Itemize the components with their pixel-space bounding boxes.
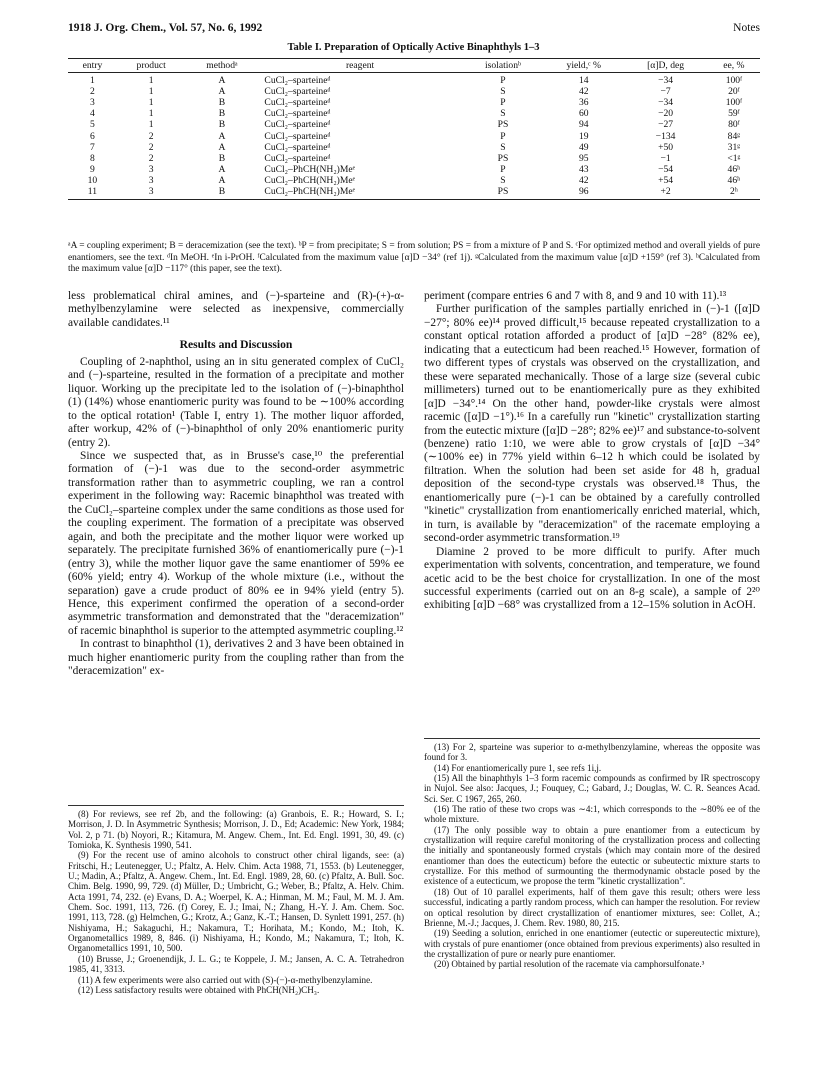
table-cell: CuCl₂–sparteineᵈ <box>264 130 331 142</box>
table-cell: A <box>218 86 226 98</box>
section-label: Notes <box>733 22 760 34</box>
table-cell: −134 <box>655 130 676 142</box>
table-cell: 1 <box>148 119 154 131</box>
table-row <box>68 153 760 164</box>
table-cell: P <box>500 75 506 87</box>
table-cell: +50 <box>658 141 674 153</box>
table-cell: 7 <box>90 141 95 153</box>
paragraph: Coupling of 2-naphthol, using an in situ generated complex of CuCl₂ and (−)-sparteine, resulted in the formation of a precipitate and mother liquor. Working up the precipitate led to the isolation of (−)-binaphthol (1) (14%) whose enantiomeric purity was found to be ∼100% according to the optical rotation¹ (Table I, entry 1). The mother liquor afforded, after workup, 42% of (−)-binaphthol of only 20% enantiomeric purity (entry 2). <box>68 355 404 449</box>
running-header <box>68 22 760 34</box>
table-cell: 11 <box>68 186 117 200</box>
table-cell: PS <box>462 186 544 200</box>
table-row <box>68 73 760 87</box>
table-cell: 96 <box>544 186 623 200</box>
table-cell: 20ᶠ <box>728 86 740 98</box>
table-cell: −1 <box>660 152 671 164</box>
table-cell: 43 <box>578 163 589 175</box>
table-cell: 1 <box>148 108 154 120</box>
table-cell: 100ᶠ <box>725 75 743 87</box>
results-table <box>68 58 760 200</box>
table-cell: B <box>185 186 258 200</box>
table-cell: 46ʰ <box>727 174 741 186</box>
reference: (17) The only possible way to obtain a pure enantiomer from a eutecticum by crystallization will require careful monitoring of the crystallization process and collecting the initially and spontaneously formed crystals (which may contain more of the desired enantiomer than does the eutecticum) before the eutectic or subeutectic mixture starts to crystallize. For this method of surmounting the thermodynamic obstacle posed by the existence of a eutecticum, we propose the term "kinetic crystallization". <box>424 824 760 887</box>
table-cell: B <box>218 97 226 109</box>
table-row <box>68 164 760 175</box>
left-column <box>68 290 404 679</box>
table-cell: 100ᶠ <box>725 97 743 109</box>
table-cell: −20 <box>658 108 674 120</box>
table-cell: CuCl₂–sparteineᵈ <box>264 86 331 98</box>
column-header: entry <box>68 59 117 73</box>
reference: (8) For reviews, see ref 2b, and the following: (a) Granbois, E. R.; Howard, S. I.; Morrison, J. D. In Asymmetric Synthesis; Morrison, J. D., Ed; Academic: New York, 1984; Vol. 2, p 71. (b) Noyori, R.; Kitamura, M. Angew. Chem., Int. Ed. Engl. 1991, 30, 49. (c) Tomioka, K. Synthesis 1990, 541. <box>68 809 404 851</box>
references-right <box>424 738 760 970</box>
table-body <box>68 73 760 200</box>
table-cell: 1 <box>148 97 154 109</box>
table-cell: 49 <box>578 141 589 153</box>
table-cell: A <box>218 75 226 87</box>
table-cell: 5 <box>90 119 95 131</box>
table-cell: CuCl₂–PhCH(NH₂)Meᵉ <box>264 174 356 186</box>
reference: (13) For 2, sparteine was superior to α-methylbenzylamine, whereas the opposite was found for 3. <box>424 742 760 763</box>
reference: (19) Seeding a solution, enriched in one enantiomer (eutectic or supereutectic mixture), with crystals of pure enantiomer (once obtained from previous experiments) also resulted in the crystallization of pure or nearly pure enantiomer. <box>424 928 760 959</box>
reference: (12) Less satisfactory results were obtained with PhCH(NH₂)CH₃. <box>78 984 320 995</box>
reference: (11) A few experiments were also carried out with (S)-(−)-α-methylbenzylamine. <box>78 974 373 985</box>
table-cell: 42 <box>578 174 589 186</box>
table-cell: 59ᶠ <box>728 108 740 120</box>
table-cell: A <box>218 174 226 186</box>
reference: (10) Brusse, J.; Groenendijk, J. L. G.; te Koppele, J. M.; Jansen, A. C. A. Tetrahedron 1985, 41, 3313. <box>68 953 404 975</box>
table-cell: CuCl₂–sparteineᵈ <box>264 119 331 131</box>
paragraph: periment (compare entries 6 and 7 with 8, and 9 and 10 with 11).¹³ <box>424 290 727 302</box>
table-row <box>68 131 760 142</box>
table-row <box>68 86 760 97</box>
table-cell: PS <box>497 119 509 131</box>
table-cell: CuCl₂–sparteineᵈ <box>264 108 331 120</box>
table-cell: P <box>500 97 506 109</box>
table-cell: CuCl₂–sparteineᵈ <box>264 97 331 109</box>
table-cell: 1 <box>148 75 154 87</box>
table-cell: −54 <box>658 163 674 175</box>
table-cell: −7 <box>660 86 671 98</box>
column-header: isolationᵇ <box>462 59 544 73</box>
table-cell: CuCl₂–PhCH(NH₂)Meᵉ <box>258 186 461 200</box>
reference: (15) All the binaphthyls 1–3 form racemic compounds as confirmed by IR spectroscopy in Nujol. See also: Jacques, J.; Fouquey, C.; Gabard, J.; Douglas, W. C. R. Seances Acad. Sci. Ser. C 1967, 265, 260. <box>424 773 760 804</box>
table-cell: 84ᵍ <box>727 130 741 142</box>
table-cell: 3 <box>117 186 186 200</box>
table-row <box>68 142 760 153</box>
table-cell: 95 <box>578 152 589 164</box>
reference: (9) For the recent use of amino alcohols to construct other chiral ligands, see: (a) Fritschi, H.; Leutenegger, U.; Pfaltz, A. Helv. Chim. Acta 1988, 71, 1553. (b) Leutenegger, U.; Madin, A.; Pfaltz, A. Angew. Chem., Int. Ed. Engl. 1989, 28, 60. (c) Pfaltz, A. Bull. Soc. Chim. Belg. 1990, 99, 729. (d) Müller, D.; Umbricht, G.; Weber, B.; Pfaltz, A. Helv. Chim. Acta 1991, 74, 232. (e) Evans, D. A.; Woerpel, K. A.; Hinman, M. M.; Faul, M. M. J. Am. Chem. Soc. 1991, 113, 726. (f) Corey, E. J.; Imai, N.; Zhang, H.-Y. J. Am. Chem. Soc. 1991, 113, 728. (g) Helmchen, G.; Krotz, A.; Ganz, K.-T.; Hansen, D. Synlett 1991, 257. (h) Nishiyama, H.; Sakaguchi, H.; Nakamura, T.; Horihata, M.; Kondo, M.; Itoh, K. Organometallics 1989, 8, 846. (i) Nishiyama, H.; Kondo, M.; Nakamura, T.; Itoh, K. Organometallics 1991, 10, 500. <box>68 850 404 954</box>
table-cell: 31ᵍ <box>727 141 741 153</box>
table-row <box>68 175 760 186</box>
table-cell: −34 <box>658 75 674 87</box>
table-cell: B <box>218 108 226 120</box>
table-footnotes: ᵃA = coupling experiment; B = deracemization (see the text). ᵇP = from precipitate; S = from solution; PS = from a mixture of P and S. ᶜFor optimized method and overall yields of pure enantiomers, see the text. ᵈIn MeOH. ᵉIn i-PrOH. ᶠCalculated from the maximum value [α]D −34° (ref 1j). ᵍCalculated from the maximum value [α]D +159° (ref 3). ʰCalculated from the maximum value [α]D −117° (this paper, see the text). <box>68 241 760 275</box>
table-cell: 2 <box>148 141 154 153</box>
column-header: methodᵃ <box>185 59 258 73</box>
table-cell: +2 <box>623 186 707 200</box>
journal-citation: 1918 J. Org. Chem., Vol. 57, No. 6, 1992 <box>68 22 263 34</box>
reference: (18) Out of 10 parallel experiments, half of them gave this result; others were less successful, indicating a partly random process, which can hamper the resolution. For review on optical resolution by direct crystallization of enantiomer mixtures, see: Collet, A.; Brienne, M.-J.; Jacques, J. Chem. Rev. 1980, 80, 215. <box>424 886 760 928</box>
table-cell: PS <box>497 152 509 164</box>
table-cell: 1 <box>90 75 95 87</box>
right-column <box>424 290 760 613</box>
table-cell: 9 <box>90 163 95 175</box>
column-header: yield,ᶜ % <box>544 59 623 73</box>
reference: (14) For enantiomerically pure 1, see refs 1i,j. <box>434 762 602 773</box>
reference: (16) The ratio of these two crops was ∼4:1, which corresponds to the ∼80% ee of the whole mixture. <box>424 804 760 825</box>
table-cell: B <box>218 152 226 164</box>
paragraph: Further purification of the samples partially enriched in (−)-1 ([α]D −27°; 80% ee)¹⁴ proved difficult,¹⁵ because repeated crystallization to a constant optical rotation afforded a product of [α]D −28° (82% ee), indicating that a eutecticum had been reached.¹⁵ However, formation of two different types of crystals was observed on the crystallization, and these were separated mechanically. Those of a large size (several cubic millimeters) turned out to be enantiomerically pure as they exhibited [α]D −34°.¹⁴ On the other hand, powder-like crystals were almost racemic ([α]D −1°).¹⁶ In a carefully run "kinetic" crystallization starting from the eutectic mixture ([α]D −28°; 82% ee)¹⁷ and substance-to-solvent (benzene) ratio 1:10, we were able to grow crystals of [α]D −34° (∼100% ee) in 77% yield within 6–12 h which could be isolated by filtration. When the solution had been set aside for 48 h, gradual deposition of the second-type crystals was observed.¹⁸ Thus, the enantiomerically pure (−)-1 can be obtained by a carefully controlled "kinetic" crystallization from enantiomerically enriched material, which, in turn, is available by "deracemization" of the racemate employing a second-order asymmetric transformation.¹⁹ <box>424 303 760 545</box>
table-cell: P <box>500 163 506 175</box>
table-cell: B <box>218 119 226 131</box>
table-row <box>68 97 760 108</box>
table-cell: 94 <box>578 119 589 131</box>
table-cell: 60 <box>578 108 589 120</box>
table-cell: 2ʰ <box>708 186 760 200</box>
table-cell: 3 <box>90 97 95 109</box>
table-row <box>68 186 760 200</box>
table-cell: S <box>500 174 506 186</box>
section-heading: Results and Discussion <box>179 338 293 352</box>
table-cell: 1 <box>148 86 154 98</box>
table-cell: A <box>218 163 226 175</box>
table-cell: −34 <box>658 97 674 109</box>
references-left <box>68 805 404 995</box>
table-cell: 8 <box>90 152 95 164</box>
column-header: ee, % <box>708 59 760 73</box>
table-title: Table I. Preparation of Optically Active Binaphthyls 1–3 <box>287 42 540 53</box>
column-header: reagent <box>258 59 461 73</box>
table-cell: A <box>218 141 226 153</box>
table-cell: A <box>218 130 226 142</box>
table-row <box>68 108 760 119</box>
column-header: [α]D, deg <box>623 59 707 73</box>
table-cell: S <box>500 108 506 120</box>
table-cell: 42 <box>578 86 589 98</box>
paragraph: Since we suspected that, as in Brusse's case,¹⁰ the preferential formation of (−)-1 was due to the second-order asymmetric transformation rather than to asymmetric coupling, we ran a control experiment in the following way: Racemic binaphthol was treated with the CuCl₂–sparteine complex under the same conditions as those used for the coupling experiment. The formation of a precipitate was observed again, and both the precipitate and the mother liquor were worked up separately. The precipitate furnished 36% of enantiomerically pure (−)-1 (entry 3), while the mother liquor gave the same enantiomer of 59% ee (60% yield; entry 4). Workup of the whole mixture (i.e., without the separation) gave a crude product of 80% ee in 94% yield (entry 5). Hence, this experiment confirmed the operation of a second-order asymmetric transformation and demonstrated that the "deracemization" of racemic binaphthol is superior to the attempted asymmetric coupling.¹² <box>68 449 404 637</box>
table-cell: 2 <box>148 130 154 142</box>
table-cell: 4 <box>90 108 95 120</box>
table-cell: 6 <box>90 130 95 142</box>
table-row <box>68 119 760 130</box>
table-cell: 80ᶠ <box>728 119 740 131</box>
table-cell: 36 <box>578 97 589 109</box>
table-cell: 19 <box>578 130 589 142</box>
column-header: product <box>117 59 186 73</box>
table-cell: 46ʰ <box>727 163 741 175</box>
table-header-row <box>68 59 760 73</box>
table-cell: 14 <box>578 75 589 87</box>
table-cell: S <box>500 141 506 153</box>
table-cell: 2 <box>90 86 95 98</box>
table-cell: CuCl₂–PhCH(NH₂)Meᵉ <box>264 163 356 175</box>
paragraph: Diamine 2 proved to be more difficult to purify. After much experimentation with solvents, concentration, and temperature, we found acetic acid to be the best choice for crystallization. In one of the most successful experiments (carried out on an 8-g scale), a sample of 2²⁰ exhibiting [α]D −68° was crystallized from a 12–15% solution in AcOH. <box>424 545 760 612</box>
table-cell: −27 <box>658 119 674 131</box>
table-cell: CuCl₂–sparteineᵈ <box>264 141 331 153</box>
table-cell: CuCl₂–sparteineᵈ <box>264 75 331 87</box>
reference: (20) Obtained by partial resolution of the racemate via camphorsulfonate.³ <box>434 959 705 970</box>
paragraph: In contrast to binaphthol (1), derivatives 2 and 3 have been obtained in much higher enantiomeric purity from the coupling rather than from the "deracemization" ex- <box>68 638 404 678</box>
paragraph: less problematical chiral amines, and (−)-sparteine and (R)-(+)-α-methylbenzylamine were selected as inexpensive, commercially available candidates.¹¹ <box>68 290 404 329</box>
table-cell: 2 <box>148 152 154 164</box>
table-cell: 10 <box>87 174 98 186</box>
table-cell: 3 <box>148 174 154 186</box>
table-cell: 3 <box>148 163 154 175</box>
table-cell: CuCl₂–sparteineᵈ <box>264 152 331 164</box>
table-cell: +54 <box>658 174 674 186</box>
table-cell: P <box>500 130 506 142</box>
table-cell: <1ᵍ <box>727 152 741 164</box>
table-cell: S <box>500 86 506 98</box>
